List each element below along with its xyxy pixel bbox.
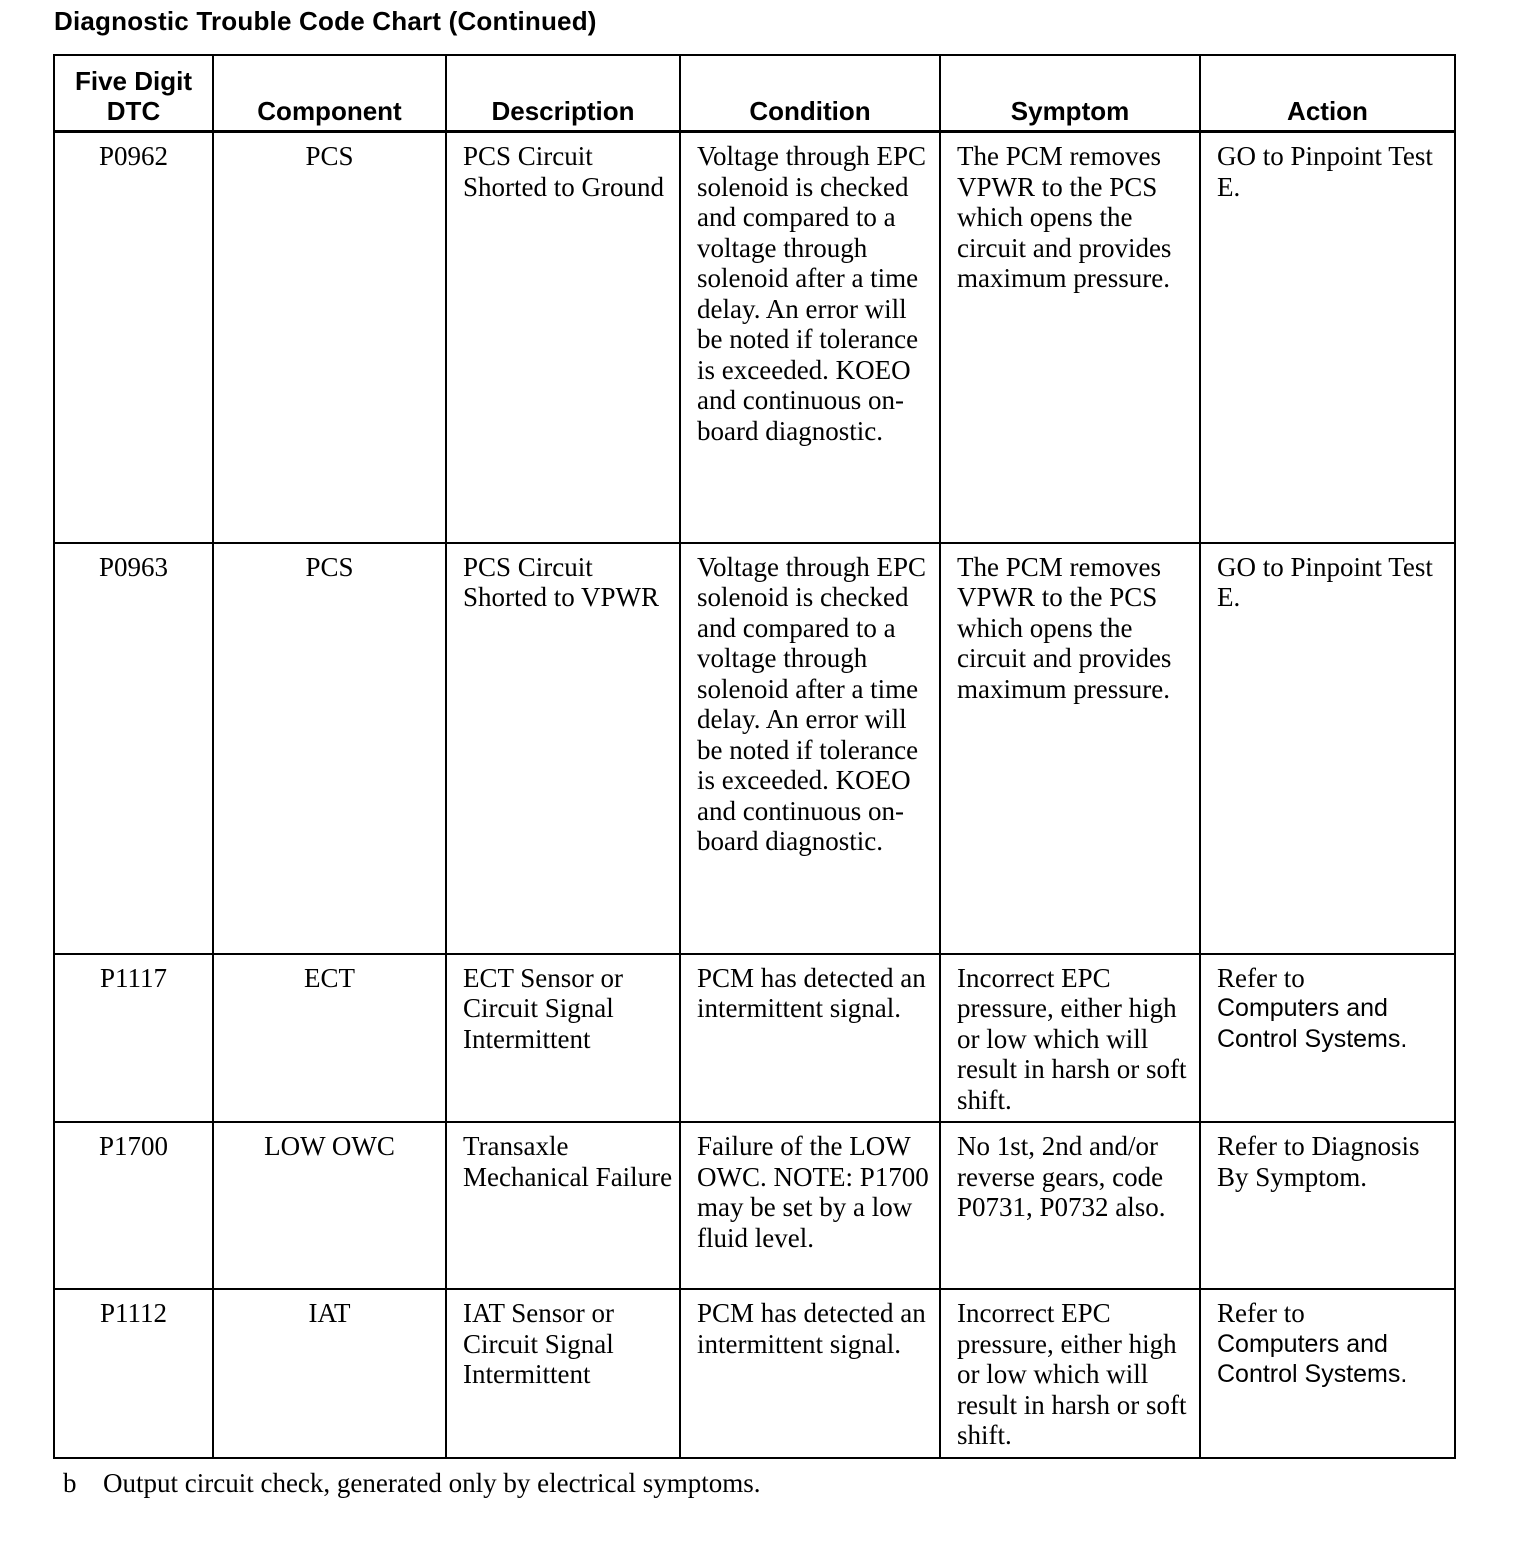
cell-component: LOW OWC (213, 1122, 446, 1289)
cell-action: Refer to Diagnosis By Symptom. (1200, 1122, 1455, 1289)
cell-dtc: P1117 (54, 954, 213, 1123)
cell-component: ECT (213, 954, 446, 1123)
header-action: Action (1200, 55, 1455, 132)
cell-condition: Failure of the LOW OWC. NOTE: P1700 may be set by a low fluid level. (680, 1122, 940, 1289)
cell-description: PCS Circuit Shorted to VPWR (446, 543, 680, 954)
header-symptom: Symptom (940, 55, 1200, 132)
computers-control-systems-link-line2[interactable]: Control Systems. (1217, 1360, 1408, 1388)
footnote (63, 1468, 761, 1499)
cell-symptom: The PCM removes VPWR to the PCS which opens the circuit and provides maximum pressure. (940, 543, 1200, 954)
action-prefix: Refer to (1217, 1298, 1305, 1328)
cell-action: GO to Pinpoint Test E. (1200, 543, 1455, 954)
computers-control-systems-link-line1[interactable]: Computers and (1217, 1329, 1388, 1358)
table-row (54, 543, 1455, 954)
cell-dtc: P0962 (54, 132, 213, 543)
cell-component: PCS (213, 543, 446, 954)
page-title: Diagnostic Trouble Code Chart (Continued) (54, 6, 597, 36)
footnote-marker: b (63, 1468, 77, 1498)
cell-action (1200, 954, 1455, 1123)
cell-component: PCS (213, 132, 446, 543)
table-row (54, 1122, 1455, 1289)
computers-control-systems-link-line2[interactable]: Control Systems. (1217, 1024, 1408, 1053)
cell-dtc: P0963 (54, 543, 213, 954)
table-row (54, 132, 1455, 543)
cell-symptom: Incorrect EPC pressure, either high or low which will result in harsh or soft shift. (940, 954, 1200, 1123)
cell-description: Transaxle Mechanical Failure (446, 1122, 680, 1289)
dtc-table (53, 54, 1456, 1459)
header-component: Component (213, 55, 446, 132)
cell-condition: PCM has detected an intermittent signal. (680, 954, 940, 1123)
cell-action (1200, 1289, 1455, 1458)
cell-condition: Voltage through EPC solenoid is checked and compared to a voltage through solenoid after a time delay. An error will be noted if tolerance is exceeded. KOEO and continuous on-board diagnostic. (680, 543, 940, 954)
header-dtc-line1: Five Digit (74, 66, 192, 96)
table-row (54, 954, 1455, 1123)
cell-component: IAT (213, 1289, 446, 1458)
header-condition: Condition (680, 55, 940, 132)
cell-symptom: Incorrect EPC pressure, either high or low which will result in harsh or soft shift. (940, 1289, 1200, 1458)
table-header-row (54, 55, 1455, 132)
footnote-text: Output circuit check, generated only by electrical symptoms. (103, 1468, 761, 1498)
action-prefix: Refer to (1217, 962, 1305, 993)
cell-condition: Voltage through EPC solenoid is checked and compared to a voltage through solenoid after a time delay. An error will be noted if tolerance is exceeded. KOEO and continuous on-board diagnostic. (680, 132, 940, 543)
cell-dtc: P1700 (54, 1122, 213, 1289)
header-dtc (54, 55, 213, 132)
table-row (54, 1289, 1455, 1458)
header-description: Description (446, 55, 680, 132)
computers-control-systems-link-line1[interactable]: Computers and (1217, 994, 1388, 1022)
cell-symptom: No 1st, 2nd and/or reverse gears, code P0731, P0732 also. (940, 1122, 1200, 1289)
header-dtc-line2: DTC (106, 96, 161, 126)
cell-symptom: The PCM removes VPWR to the PCS which opens the circuit and provides maximum pressure. (940, 132, 1200, 543)
cell-description: PCS Circuit Shorted to Ground (446, 132, 680, 543)
cell-condition: PCM has detected an intermittent signal. (680, 1289, 940, 1458)
cell-action: GO to Pinpoint Test E. (1200, 132, 1455, 543)
cell-dtc: P1112 (54, 1289, 213, 1458)
cell-description: IAT Sensor or Circuit Signal Intermittent (446, 1289, 680, 1458)
cell-description: ECT Sensor or Circuit Signal Intermittent (446, 954, 680, 1123)
